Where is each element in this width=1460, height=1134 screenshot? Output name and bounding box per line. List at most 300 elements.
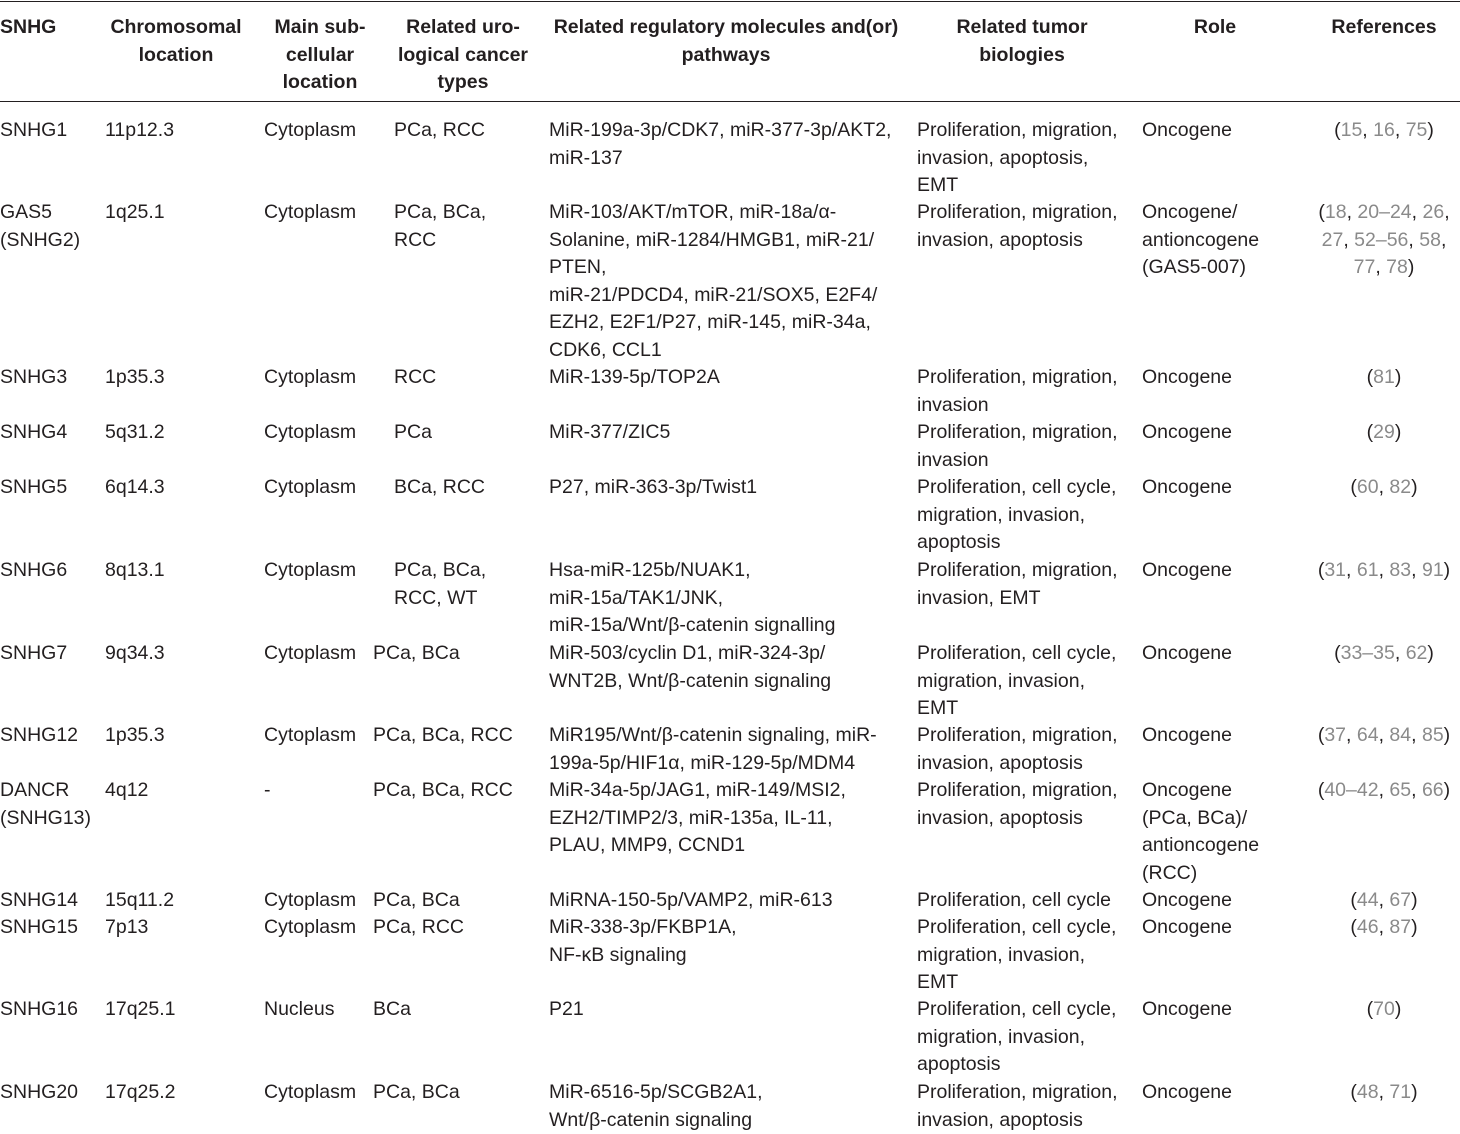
cell-snhg xyxy=(0,777,91,832)
reference-link[interactable]: 65 xyxy=(1389,779,1411,801)
cell-line: Proliferation, cell cycle, xyxy=(917,996,1116,1024)
cell-line: 17q25.1 xyxy=(105,996,176,1024)
cell-subcellular-location xyxy=(264,777,271,805)
reference-link[interactable]: 37 xyxy=(1324,724,1346,746)
cell-line: EZH2, E2F1/P27, miR-145, miR-34a, xyxy=(549,309,877,337)
cell-role xyxy=(1142,722,1232,750)
reference-link[interactable]: 77 xyxy=(1354,256,1376,278)
cell-role xyxy=(1142,557,1232,585)
cell-tumor-biologies xyxy=(917,117,1118,200)
cell-subcellular-location xyxy=(264,474,356,502)
cell-line: PCa, BCa, xyxy=(394,199,486,227)
cell-line: (RCC) xyxy=(1142,860,1259,888)
cell-line: EMT xyxy=(917,969,1116,997)
cell-line: SNHG5 xyxy=(0,474,67,502)
cell-line: PCa, BCa xyxy=(373,887,460,915)
cell-line: SNHG15 xyxy=(0,914,78,942)
cell-line: PCa, BCa, RCC xyxy=(373,777,513,805)
cell-line: (PCa, BCa)/ xyxy=(1142,805,1259,833)
cell-line: P21 xyxy=(549,996,584,1024)
cell-subcellular-location xyxy=(264,722,356,750)
cell-line: 199a-5p/HIF1α, miR-129-5p/MDM4 xyxy=(549,750,877,778)
cell-regulatory-molecules xyxy=(549,364,720,392)
cell-line: Proliferation, migration, xyxy=(917,199,1118,227)
cell-cancer-types xyxy=(394,364,436,392)
cell-line: Cytoplasm xyxy=(264,199,356,227)
cell-references xyxy=(1310,996,1458,1024)
cell-line: (GAS5-007) xyxy=(1142,254,1259,282)
cell-snhg xyxy=(0,887,78,915)
reference-link[interactable]: 75 xyxy=(1406,119,1428,141)
cell-chromosomal-location xyxy=(105,640,165,668)
cell-line: 6q14.3 xyxy=(105,474,165,502)
cell-line: Cytoplasm xyxy=(264,722,356,750)
cell-chromosomal-location xyxy=(105,887,174,915)
reference-link[interactable]: 48 xyxy=(1357,1081,1379,1103)
cell-regulatory-molecules xyxy=(549,722,877,777)
cell-line: RCC xyxy=(394,227,486,255)
cell-line: apoptosis xyxy=(917,1051,1116,1079)
cell-line: migration, invasion, xyxy=(917,942,1116,970)
cell-line: MiR-199a-3p/CDK7, miR-377-3p/AKT2, xyxy=(549,117,891,145)
reference-line: 77, 78) xyxy=(1310,254,1458,282)
cell-line: 17q25.2 xyxy=(105,1079,176,1107)
cell-snhg xyxy=(0,722,78,750)
cell-snhg xyxy=(0,199,80,254)
cell-line: EZH2/TIMP2/3, miR-135a, IL-11, xyxy=(549,805,846,833)
cell-role xyxy=(1142,996,1232,1024)
cell-line: invasion, EMT xyxy=(917,585,1118,613)
cell-snhg xyxy=(0,474,67,502)
cell-line: Cytoplasm xyxy=(264,914,356,942)
reference-link[interactable]: 66 xyxy=(1422,779,1444,801)
header-line: Role xyxy=(1140,14,1290,42)
reference-link[interactable]: 60 xyxy=(1357,476,1379,498)
cell-line: BCa, RCC xyxy=(394,474,485,502)
cell-references xyxy=(1310,364,1458,392)
reference-link[interactable]: 87 xyxy=(1389,916,1411,938)
cell-regulatory-molecules xyxy=(549,117,891,172)
cell-subcellular-location xyxy=(264,419,356,447)
cell-line: CDK6, CCL1 xyxy=(549,337,877,365)
cell-line: 1p35.3 xyxy=(105,364,165,392)
cell-cancer-types xyxy=(373,996,411,1024)
reference-link[interactable]: 84 xyxy=(1389,724,1411,746)
cell-line: RCC xyxy=(394,364,436,392)
cell-role xyxy=(1142,364,1232,392)
cell-subcellular-location xyxy=(264,914,356,942)
cell-cancer-types xyxy=(394,557,486,612)
cell-line: Cytoplasm xyxy=(264,117,356,145)
cell-line: 9q34.3 xyxy=(105,640,165,668)
cell-chromosomal-location xyxy=(105,722,165,750)
reference-line: (70) xyxy=(1310,996,1458,1024)
cell-line: Oncogene xyxy=(1142,996,1232,1024)
reference-link[interactable]: 82 xyxy=(1389,476,1411,498)
cell-cancer-types xyxy=(373,777,513,805)
cell-line: invasion, apoptosis, xyxy=(917,145,1118,173)
reference-link[interactable]: 58 xyxy=(1419,229,1441,251)
cell-line: Oncogene xyxy=(1142,419,1232,447)
cell-tumor-biologies xyxy=(917,364,1118,419)
cell-role xyxy=(1142,419,1232,447)
cell-line: PCa, RCC xyxy=(373,914,464,942)
table-top-rule xyxy=(0,1,1460,2)
header-role xyxy=(1140,14,1290,42)
reference-link[interactable]: 52–56 xyxy=(1354,229,1408,251)
cell-line: Oncogene xyxy=(1142,474,1232,502)
cell-cancer-types xyxy=(373,640,460,668)
cell-line: SNHG1 xyxy=(0,117,67,145)
reference-link[interactable]: 44 xyxy=(1357,889,1379,911)
cell-line: 4q12 xyxy=(105,777,148,805)
cell-line: miR-15a/Wnt/β-catenin signalling xyxy=(549,612,836,640)
cell-line: miR-21/PDCD4, miR-21/SOX5, E2F4/ xyxy=(549,282,877,310)
cell-line: - xyxy=(264,777,271,805)
header-line: pathways xyxy=(545,42,907,70)
reference-link[interactable]: 61 xyxy=(1357,559,1379,581)
header-line: cellular xyxy=(262,42,378,70)
cell-chromosomal-location xyxy=(105,777,148,805)
cell-line: MiR-139-5p/TOP2A xyxy=(549,364,720,392)
cell-cancer-types xyxy=(373,1079,460,1107)
cell-line: (SNHG2) xyxy=(0,227,80,255)
reference-link[interactable]: 20–24 xyxy=(1357,201,1411,223)
cell-chromosomal-location xyxy=(105,1079,176,1107)
cell-line: SNHG7 xyxy=(0,640,67,668)
header-regulatory-molecules xyxy=(545,14,907,69)
reference-link[interactable]: 91 xyxy=(1422,559,1444,581)
cell-line: PCa, RCC xyxy=(394,117,485,145)
cell-line: PCa xyxy=(394,419,432,447)
cell-line: MiR-103/AKT/mTOR, miR-18a/α- xyxy=(549,199,877,227)
reference-link[interactable]: 33–35 xyxy=(1341,642,1395,664)
cell-line: P27, miR-363-3p/Twist1 xyxy=(549,474,757,502)
reference-line: (60, 82) xyxy=(1310,474,1458,502)
cell-line: PCa, BCa xyxy=(373,640,460,668)
reference-link[interactable]: 15 xyxy=(1341,119,1363,141)
reference-line: (15, 16, 75) xyxy=(1310,117,1458,145)
cell-line: invasion xyxy=(917,447,1118,475)
cell-line: PCa, BCa xyxy=(373,1079,460,1107)
header-line: Chromosomal xyxy=(102,14,250,42)
cell-line: SNHG3 xyxy=(0,364,67,392)
cell-tumor-biologies xyxy=(917,996,1116,1079)
reference-link[interactable]: 46 xyxy=(1357,916,1379,938)
cell-line: Cytoplasm xyxy=(264,419,356,447)
cell-line: BCa xyxy=(373,996,411,1024)
cell-line: miR-15a/TAK1/JNK, xyxy=(549,585,836,613)
reference-line: (33–35, 62) xyxy=(1310,640,1458,668)
cell-line: MiR-6516-5p/SCGB2A1, xyxy=(549,1079,763,1107)
reference-link[interactable]: 40–42 xyxy=(1324,779,1378,801)
cell-line: 11p12.3 xyxy=(105,117,174,145)
reference-line: (31, 61, 83, 91) xyxy=(1310,557,1458,585)
header-tumor-biologies xyxy=(915,14,1129,69)
reference-link[interactable]: 62 xyxy=(1406,642,1428,664)
cell-tumor-biologies xyxy=(917,419,1118,474)
cell-subcellular-location xyxy=(264,996,334,1024)
cell-references xyxy=(1310,777,1458,805)
header-subcellular-location xyxy=(262,14,378,97)
cell-line: Cytoplasm xyxy=(264,887,356,915)
cell-chromosomal-location xyxy=(105,474,165,502)
cell-line: 7p13 xyxy=(105,914,148,942)
reference-link[interactable]: 83 xyxy=(1389,559,1411,581)
cell-snhg xyxy=(0,640,67,668)
cell-subcellular-location xyxy=(264,557,356,585)
cell-line: SNHG12 xyxy=(0,722,78,750)
cell-cancer-types xyxy=(394,474,485,502)
reference-line: (37, 64, 84, 85) xyxy=(1310,722,1458,750)
cell-role xyxy=(1142,640,1232,668)
cell-line: 1p35.3 xyxy=(105,722,165,750)
cell-line: Solanine, miR-1284/HMGB1, miR-21/ xyxy=(549,227,877,255)
cell-line: Oncogene xyxy=(1142,117,1232,145)
cell-line: Proliferation, migration, xyxy=(917,777,1118,805)
reference-line: (48, 71) xyxy=(1310,1079,1458,1107)
cell-line: (SNHG13) xyxy=(0,805,91,833)
cell-line: invasion, apoptosis xyxy=(917,750,1118,778)
cell-line: Proliferation, cell cycle, xyxy=(917,474,1116,502)
header-line: SNHG xyxy=(0,14,90,42)
cell-regulatory-molecules xyxy=(549,1079,763,1134)
cell-regulatory-molecules xyxy=(549,887,833,915)
cell-snhg xyxy=(0,419,67,447)
header-cancer-types xyxy=(390,14,536,97)
cell-subcellular-location xyxy=(264,117,356,145)
cell-line: Oncogene/ xyxy=(1142,199,1259,227)
reference-line: (40–42, 65, 66) xyxy=(1310,777,1458,805)
header-line: Main sub- xyxy=(262,14,378,42)
cell-regulatory-molecules xyxy=(549,419,670,447)
cell-line: Oncogene xyxy=(1142,777,1259,805)
reference-line: (44, 67) xyxy=(1310,887,1458,915)
cell-snhg xyxy=(0,914,78,942)
cell-line: Cytoplasm xyxy=(264,640,356,668)
cell-references xyxy=(1310,117,1458,145)
cell-line: RCC, WT xyxy=(394,585,486,613)
cell-line: Oncogene xyxy=(1142,914,1232,942)
cell-line: Proliferation, migration, xyxy=(917,557,1118,585)
cell-subcellular-location xyxy=(264,364,356,392)
cell-line: MiR-503/cyclin D1, miR-324-3p/ xyxy=(549,640,831,668)
cell-line: MiR-338-3p/FKBP1A, xyxy=(549,914,737,942)
reference-link[interactable]: 78 xyxy=(1386,256,1408,278)
cell-line: apoptosis xyxy=(917,529,1116,557)
reference-link[interactable]: 18 xyxy=(1325,201,1347,223)
cell-references xyxy=(1310,640,1458,668)
cell-line: Proliferation, migration, xyxy=(917,364,1118,392)
cell-line: miR-137 xyxy=(549,145,891,173)
cell-tumor-biologies xyxy=(917,777,1118,832)
cell-line: Oncogene xyxy=(1142,557,1232,585)
cell-line: invasion, apoptosis xyxy=(917,1107,1118,1134)
reference-link[interactable]: 85 xyxy=(1422,724,1444,746)
cell-references xyxy=(1310,557,1458,585)
cell-references xyxy=(1310,419,1458,447)
reference-line: (18, 20–24, 26, xyxy=(1310,199,1458,227)
cell-snhg xyxy=(0,117,67,145)
cell-line: SNHG4 xyxy=(0,419,67,447)
cell-tumor-biologies xyxy=(917,557,1118,612)
cell-tumor-biologies xyxy=(917,640,1116,723)
cell-role xyxy=(1142,199,1259,282)
cell-subcellular-location xyxy=(264,1079,356,1107)
cell-line: 15q11.2 xyxy=(105,887,174,915)
cell-line: migration, invasion, xyxy=(917,502,1116,530)
cell-line: WNT2B, Wnt/β-catenin signaling xyxy=(549,668,831,696)
reference-line: (29) xyxy=(1310,419,1458,447)
cell-line: invasion, apoptosis xyxy=(917,805,1118,833)
cell-line: EMT xyxy=(917,695,1116,723)
cell-line: antioncogene xyxy=(1142,227,1259,255)
cell-tumor-biologies xyxy=(917,914,1116,997)
cell-line: SNHG6 xyxy=(0,557,67,585)
cell-line: Cytoplasm xyxy=(264,474,356,502)
cell-line: Proliferation, cell cycle, xyxy=(917,914,1116,942)
header-line: Related uro- xyxy=(390,14,536,42)
cell-line: Proliferation, cell cycle xyxy=(917,887,1111,915)
reference-link[interactable]: 26 xyxy=(1423,201,1445,223)
cell-line: MiR-34a-5p/JAG1, miR-149/MSI2, xyxy=(549,777,846,805)
cell-chromosomal-location xyxy=(105,419,165,447)
cell-regulatory-molecules xyxy=(549,777,846,860)
cell-chromosomal-location xyxy=(105,364,165,392)
cell-line: Wnt/β-catenin signaling xyxy=(549,1107,763,1134)
cell-role xyxy=(1142,887,1232,915)
header-rule xyxy=(0,101,1460,102)
cell-references xyxy=(1310,199,1458,282)
cell-line: SNHG14 xyxy=(0,887,78,915)
cell-line: PLAU, MMP9, CCND1 xyxy=(549,832,846,860)
cell-line: Proliferation, migration, xyxy=(917,1079,1118,1107)
cell-tumor-biologies xyxy=(917,722,1118,777)
cell-tumor-biologies xyxy=(917,474,1116,557)
cell-line: Hsa-miR-125b/NUAK1, xyxy=(549,557,836,585)
reference-link[interactable]: 31 xyxy=(1324,559,1346,581)
cell-references xyxy=(1310,722,1458,750)
reference-link[interactable]: 70 xyxy=(1373,998,1395,1020)
cell-line: Oncogene xyxy=(1142,640,1232,668)
header-line: location xyxy=(262,69,378,97)
header-snhg xyxy=(0,14,90,42)
cell-subcellular-location xyxy=(264,199,356,227)
cell-regulatory-molecules xyxy=(549,199,877,364)
reference-line: 27, 52–56, 58, xyxy=(1310,227,1458,255)
cell-role xyxy=(1142,117,1232,145)
header-line: location xyxy=(102,42,250,70)
cell-regulatory-molecules xyxy=(549,640,831,695)
cell-cancer-types xyxy=(373,887,460,915)
cell-role xyxy=(1142,1079,1232,1107)
cell-line: 5q31.2 xyxy=(105,419,165,447)
reference-link[interactable]: 29 xyxy=(1373,421,1395,443)
cell-tumor-biologies xyxy=(917,887,1111,915)
reference-line: (81) xyxy=(1310,364,1458,392)
cell-regulatory-molecules xyxy=(549,557,836,640)
cell-line: PCa, BCa, RCC xyxy=(373,722,513,750)
cell-line: GAS5 xyxy=(0,199,80,227)
cell-line: Oncogene xyxy=(1142,722,1232,750)
cell-cancer-types xyxy=(394,199,486,254)
header-line: types xyxy=(390,69,536,97)
cell-line: invasion xyxy=(917,392,1118,420)
cell-references xyxy=(1310,1079,1458,1107)
cell-cancer-types xyxy=(394,117,485,145)
cell-line: EMT xyxy=(917,172,1118,200)
cell-line: Nucleus xyxy=(264,996,334,1024)
cell-line: DANCR xyxy=(0,777,91,805)
cell-chromosomal-location xyxy=(105,117,174,145)
cell-snhg xyxy=(0,557,67,585)
reference-link[interactable]: 64 xyxy=(1357,724,1379,746)
cell-line: 1q25.1 xyxy=(105,199,165,227)
cell-cancer-types xyxy=(373,722,513,750)
reference-link[interactable]: 71 xyxy=(1389,1081,1411,1103)
cell-line: MiR-377/ZIC5 xyxy=(549,419,670,447)
cell-cancer-types xyxy=(373,914,464,942)
reference-link[interactable]: 27 xyxy=(1322,229,1344,251)
cell-subcellular-location xyxy=(264,640,356,668)
cell-tumor-biologies xyxy=(917,199,1118,254)
cell-line: Cytoplasm xyxy=(264,364,356,392)
cell-line: SNHG20 xyxy=(0,1079,78,1107)
reference-link[interactable]: 16 xyxy=(1373,119,1395,141)
cell-line: invasion, apoptosis xyxy=(917,227,1118,255)
cell-line: PCa, BCa, xyxy=(394,557,486,585)
cell-snhg xyxy=(0,364,67,392)
cell-role xyxy=(1142,914,1232,942)
reference-link[interactable]: 67 xyxy=(1389,889,1411,911)
cell-line: Cytoplasm xyxy=(264,1079,356,1107)
cell-line: SNHG16 xyxy=(0,996,78,1024)
cell-line: Oncogene xyxy=(1142,887,1232,915)
cell-cancer-types xyxy=(394,419,432,447)
cell-snhg xyxy=(0,1079,78,1107)
cell-line: Proliferation, cell cycle, xyxy=(917,640,1116,668)
cell-line: MiRNA-150-5p/VAMP2, miR-613 xyxy=(549,887,833,915)
cell-line: Proliferation, migration, xyxy=(917,722,1118,750)
cell-snhg xyxy=(0,996,78,1024)
reference-link[interactable]: 81 xyxy=(1373,366,1395,388)
cell-regulatory-molecules xyxy=(549,474,757,502)
cell-line: Proliferation, migration, xyxy=(917,117,1118,145)
cell-line: Cytoplasm xyxy=(264,557,356,585)
cell-line: Oncogene xyxy=(1142,364,1232,392)
reference-line: (46, 87) xyxy=(1310,914,1458,942)
cell-role xyxy=(1142,777,1259,887)
cell-line: Oncogene xyxy=(1142,1079,1232,1107)
cell-line: 8q13.1 xyxy=(105,557,165,585)
cell-references xyxy=(1310,887,1458,915)
header-references xyxy=(1310,14,1458,42)
cell-line: PTEN, xyxy=(549,254,877,282)
cell-tumor-biologies xyxy=(917,1079,1118,1134)
cell-line: migration, invasion, xyxy=(917,668,1116,696)
header-chromosomal-location xyxy=(102,14,250,69)
header-line: biologies xyxy=(915,42,1129,70)
header-line: logical cancer xyxy=(390,42,536,70)
cell-references xyxy=(1310,474,1458,502)
cell-chromosomal-location xyxy=(105,996,176,1024)
cell-line: migration, invasion, xyxy=(917,1024,1116,1052)
cell-regulatory-molecules xyxy=(549,996,584,1024)
cell-chromosomal-location xyxy=(105,199,165,227)
cell-line: MiR195/Wnt/β-catenin signaling, miR- xyxy=(549,722,877,750)
header-line: References xyxy=(1310,14,1458,42)
cell-chromosomal-location xyxy=(105,914,148,942)
